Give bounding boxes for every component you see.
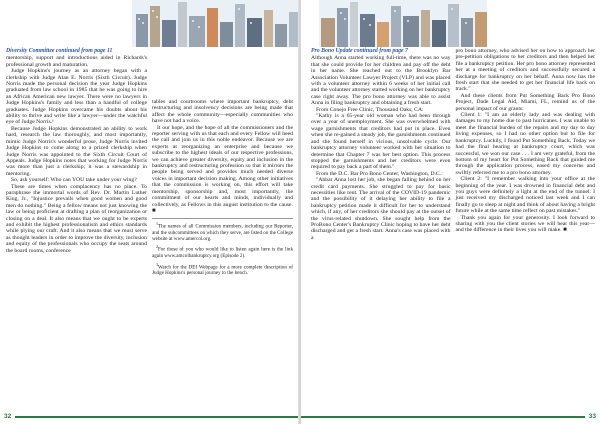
right-page	[301, 0, 600, 424]
paragraph: From Conejo Free Clinic, Thousand Oaks, CA:	[316, 106, 424, 113]
right-column-1	[311, 48, 451, 241]
left-page-columns	[6, 48, 293, 279]
left-page	[0, 0, 299, 424]
paragraph: pro bono attorney, who advised her on how to approach her pre-petition obligations to her creditors and then helped her file a bankruptcy petition. Her pro bono attorney represented her at a meeting of creditors and successfully secured a discharge for bankruptcy on her behalf. Anna now has the fresh start that she needed to get her financial life back on track."	[455, 48, 595, 93]
paragraph: "Ahbar Anna lost her job, she began falling behind on her credit card payments. She struggled to pay for basic necessities like rent. The arrival of the COVID-19 pandemic and the possibility of it delaying her ability to file a bankruptcy petition made it difficult for her to understand which, if any, of her creditors she should pay at the outset of the virus-related shutdown. She sought help from the ProBono Center's Bankruptcy Clinic hoping to have her debt discharged and get a fresh start. Anna's case was placed with a	[311, 177, 451, 241]
paragraph: Client 2: "I remember walking into your office at the beginning of the year. I was drowned in financial debt and you guys were definitely a light at the end of the tunnel. I just received my discharged noticed last week and I can finally go to sleep at night and think of about having a bright future while at the same time reflect on past mistakes."	[455, 176, 595, 215]
paragraph-text: It our hope, and the hope of all the commissioners and the reporter serving with us that each and every Fellow will heed the call and join us in this noble endeavor. Because we are experts at reorganizing an enterprise and because we subscribe to the highest ideals of our respective professions, we can achieve greater diversity, equity and inclusion in the bankruptcy and restructuring profession so that it mirrors the people being served and provides much needed diverse voices in important decision making. Among other initiatives that the commission is working on, this effort will take mentorship, sponsorship and, most importantly, the commitment of our hearts and minds, individually and collectively, as Fellows in this august institution to the cause.	[152, 124, 293, 208]
paragraph	[152, 125, 293, 215]
left-column-1	[6, 48, 147, 279]
footnote: $^1$The names of all Commission members, including our Reporter, and the subcommittees on which they serve, are listed on the College website at www.amercol.org.	[152, 221, 293, 242]
paragraph: These are times when complacency has no place. To paraphrase the immortal words of Rev. Dr. Martin Luther King, Jr., "Injustice prevails when good women and good men do nothing." Being a fellow means not just knowing the law or being proficient at drafting a plan of reorganization or closing on a deal. It also means that we ought to be experts and exhibit the highest professionalism and ethics standards while plying our craft. And it also means that we must serve as thought leaders in order to improve the diversity, inclusion and equity of the professionals who occupy the seats around the board rooms, conference	[6, 183, 147, 254]
paragraph: tables and courtrooms where important bankruptcy, debt restructuring and insolvency decisions are being made that affect the whole community—especially communities who have not had a voice.	[152, 99, 293, 125]
paragraph: "Kathy is a 65-year old woman who had been through over a year of unemployment. She was overwhelmed with wage garnishments that creditors had put in place. Even when she re-gained a steady job, the garnishments continued and she found herself in vicious, unsolvable cycle. Our bankruptcy attorney volunteer worked with her situation to determine that Chapter 7 was her best option. This process stopped the garnishments and her creditors were even required to pay back a part of them."	[311, 113, 451, 171]
continued-from-label: Diversity Committee continued from page 11	[6, 48, 113, 54]
paragraph: Because Judge Hopkins demonstrated an ability to work hard, research the law thoroughly, and most importantly, mimic Judge Norris's wonderful prose, Judge Norris invited Judge Hopkins to come along to a prized clerkship when Judge Norris was appointed to the Sixth Circuit Court of Appeals. Judge Hopkins notes that working for Judge Norris was more than just a clerkship; it was a stewardship in mentoring.	[6, 125, 147, 177]
skyline-banner-image	[132, 0, 299, 47]
right-page-columns	[311, 48, 595, 241]
end-of-article-mark: ■	[563, 227, 567, 234]
left-column-2	[152, 48, 293, 279]
paragraph: mentorship, support and introductions aided in Richards's professional growth and maturation.	[6, 55, 147, 68]
page-number: 32	[4, 413, 12, 420]
footnote: $^2$For those of you who would like to listen again here is the link again www.amcolbankruptcy.org (Episode 2).	[152, 244, 293, 259]
paragraph	[456, 215, 596, 234]
paragraph: From the D.C. Bar Pro Bono Center, Washington, D.C.:	[316, 170, 443, 177]
footnote: $^3$Watch for the DEI Webpage for a more complete description of Judge Hopkins's personal journey to the bench.	[152, 261, 293, 277]
footer-rule	[15, 416, 299, 418]
paragraph: Judge Hopkins's journey as an attorney began with a clerkship with Judge Alan E. Norris (Sixth Circuit). Judge Norris made the personal decision the year Judge Hopkins graduated from law school in 1985 that he was going to hire an African American new lawyer. There were no lawyers in Judge Hopkins's family and less than a handful of college graduates. Judge Hopkins overcame his doubts about his ability to thrive and write like a lawyer—under the watchful eye of Judge Norris.¹	[6, 68, 147, 126]
paragraph: Client 1: "I am an elderly lady and was dealing with damages to my home due to past hurricanes. I was unable to meet the financial burden of the repairs and my day to day living expenses, so I had no other option but to file for bankruptcy. Luckily, I found Put Something Back. Today we had the final hearing at bankruptcy court, which was successful, we won our case . . . I am very grateful, from the bottom of my heart for Put Something Back that guided me through the application process, eased my concerns and swiftly referred me to a pro bono attorney.	[455, 112, 595, 176]
page-number: 33	[588, 413, 596, 420]
skyline-banner-image	[319, 0, 487, 47]
paragraph: So, ask yourself: Who can YOU take under your wing?	[11, 177, 137, 184]
right-footer	[301, 412, 600, 421]
end-of-article-mark: ■	[152, 207, 156, 214]
paragraph: Although Anna started working full-time, there was no way that she could provide for her children and pay off the debt in her name. She reached out to the Brooklyn Bar Association Volunteer Lawyer Project (VLP) and was placed with a volunteer attorney within 6 weeks of her initial call and the volunteer attorney started working on her bankruptcy case right away. The pro bono attorney was able to assist Anna in filing bankruptcy and obtaining a fresh start.	[311, 55, 451, 107]
footer-rule	[301, 416, 585, 418]
right-column-2	[456, 48, 596, 241]
paragraph-text: Thank you again for your generosity. I look forward to sharing with you the client stories we will hear this year—and the difference in their lives you will make.	[455, 214, 595, 234]
paragraph: And these clients from Put Something Back Pro Bono Project, Dade Legal Aid, Miami, FL, remind us of the personal impact of our grants:	[455, 92, 595, 112]
footnotes	[152, 218, 293, 277]
left-footer	[0, 412, 299, 421]
continued-from-label: Pro Bono Update continued from page 7	[311, 48, 408, 54]
